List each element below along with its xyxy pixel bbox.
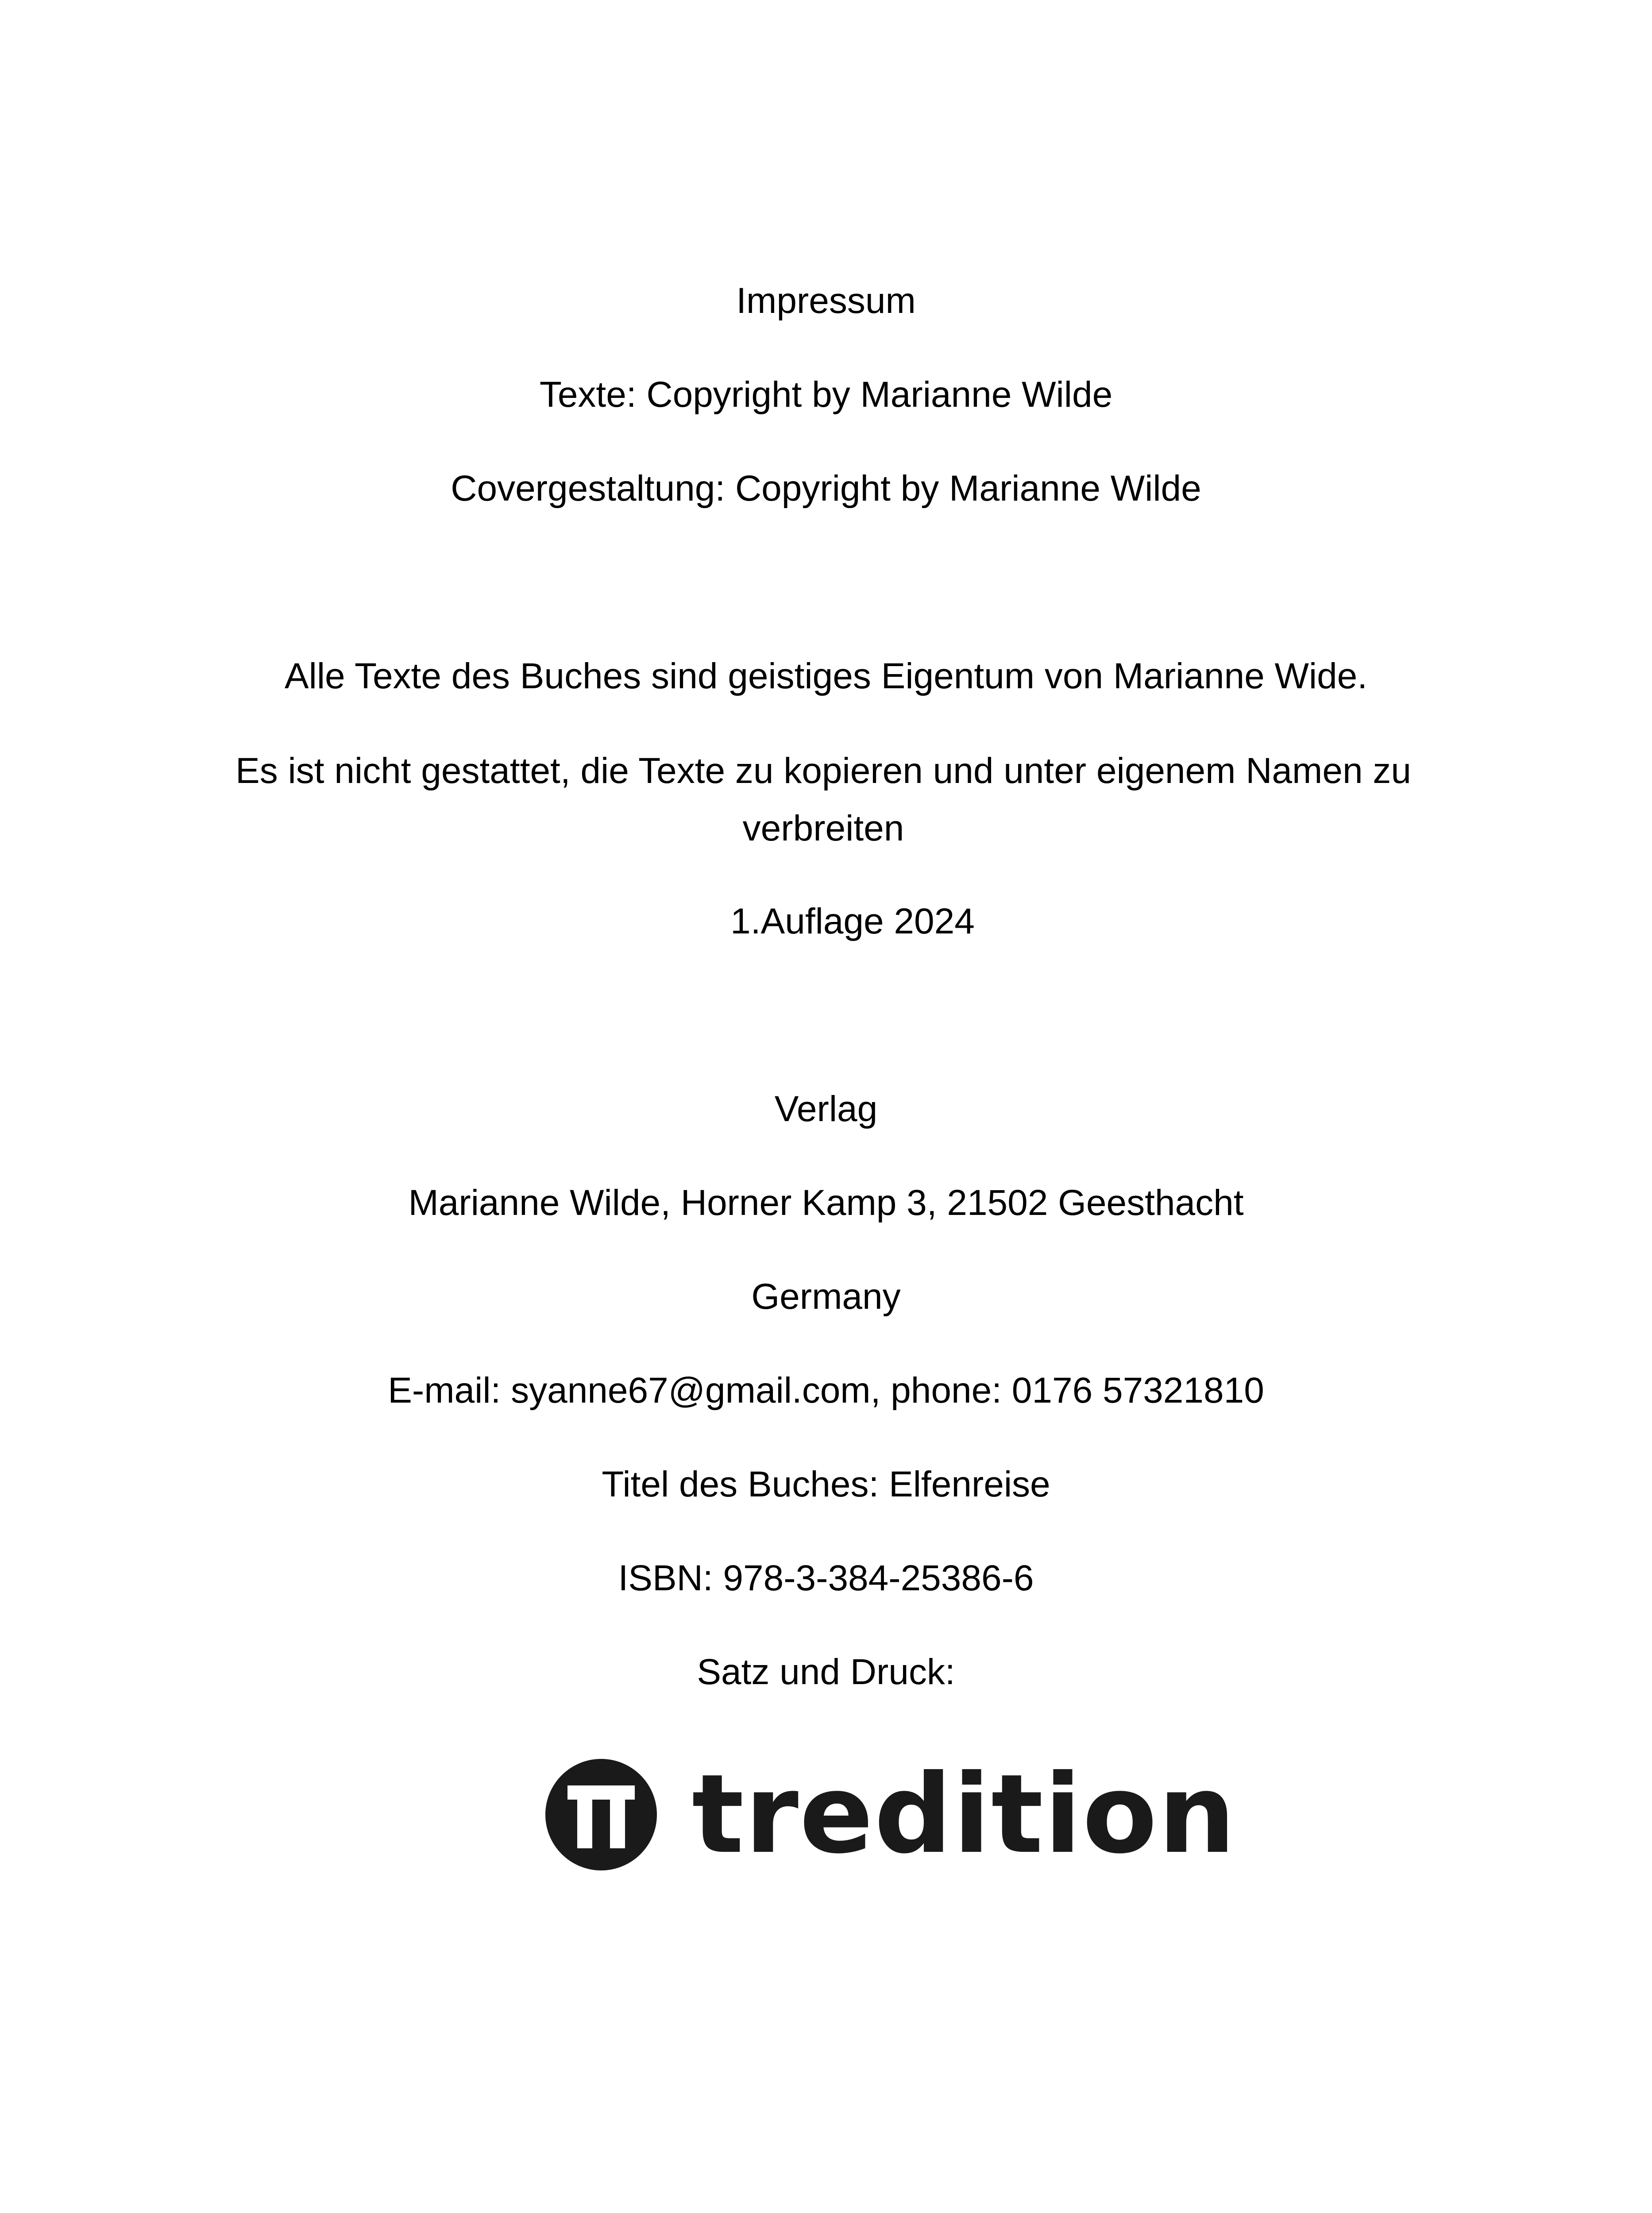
tredition-wordmark: tredition xyxy=(692,1751,1237,1878)
tredition-logo-icon xyxy=(544,1757,659,1872)
imprint-heading: Impressum xyxy=(736,281,916,321)
printing-label: Satz und Druck: xyxy=(697,1652,955,1692)
cover-copyright: Covergestaltung: Copyright by Marianne Wilde xyxy=(451,468,1201,509)
publisher-address: Marianne Wilde, Horner Kamp 3, 21502 Geesthacht xyxy=(408,1183,1244,1223)
edition-note: 1.Auflage 2024 xyxy=(730,901,975,941)
isbn: ISBN: 978-3-384-25386-6 xyxy=(618,1558,1034,1598)
book-title: Titel des Buches: Elfenreise xyxy=(602,1464,1050,1504)
tredition-logo xyxy=(544,1751,1237,1878)
publisher-label: Verlag xyxy=(774,1089,878,1129)
copy-prohibition: Es ist nicht gestattet, die Texte zu kopieren und unter eigenem Namen zu verbreiten xyxy=(235,751,1411,848)
rights-notice: Alle Texte des Buches sind geistiges Eigentum von Marianne Wide. xyxy=(284,656,1368,696)
text-copyright: Texte: Copyright by Marianne Wilde xyxy=(539,374,1113,415)
publisher-contact: E-mail: syanne67@gmail.com, phone: 0176 57321810 xyxy=(388,1370,1264,1411)
publisher-country: Germany xyxy=(751,1276,901,1317)
